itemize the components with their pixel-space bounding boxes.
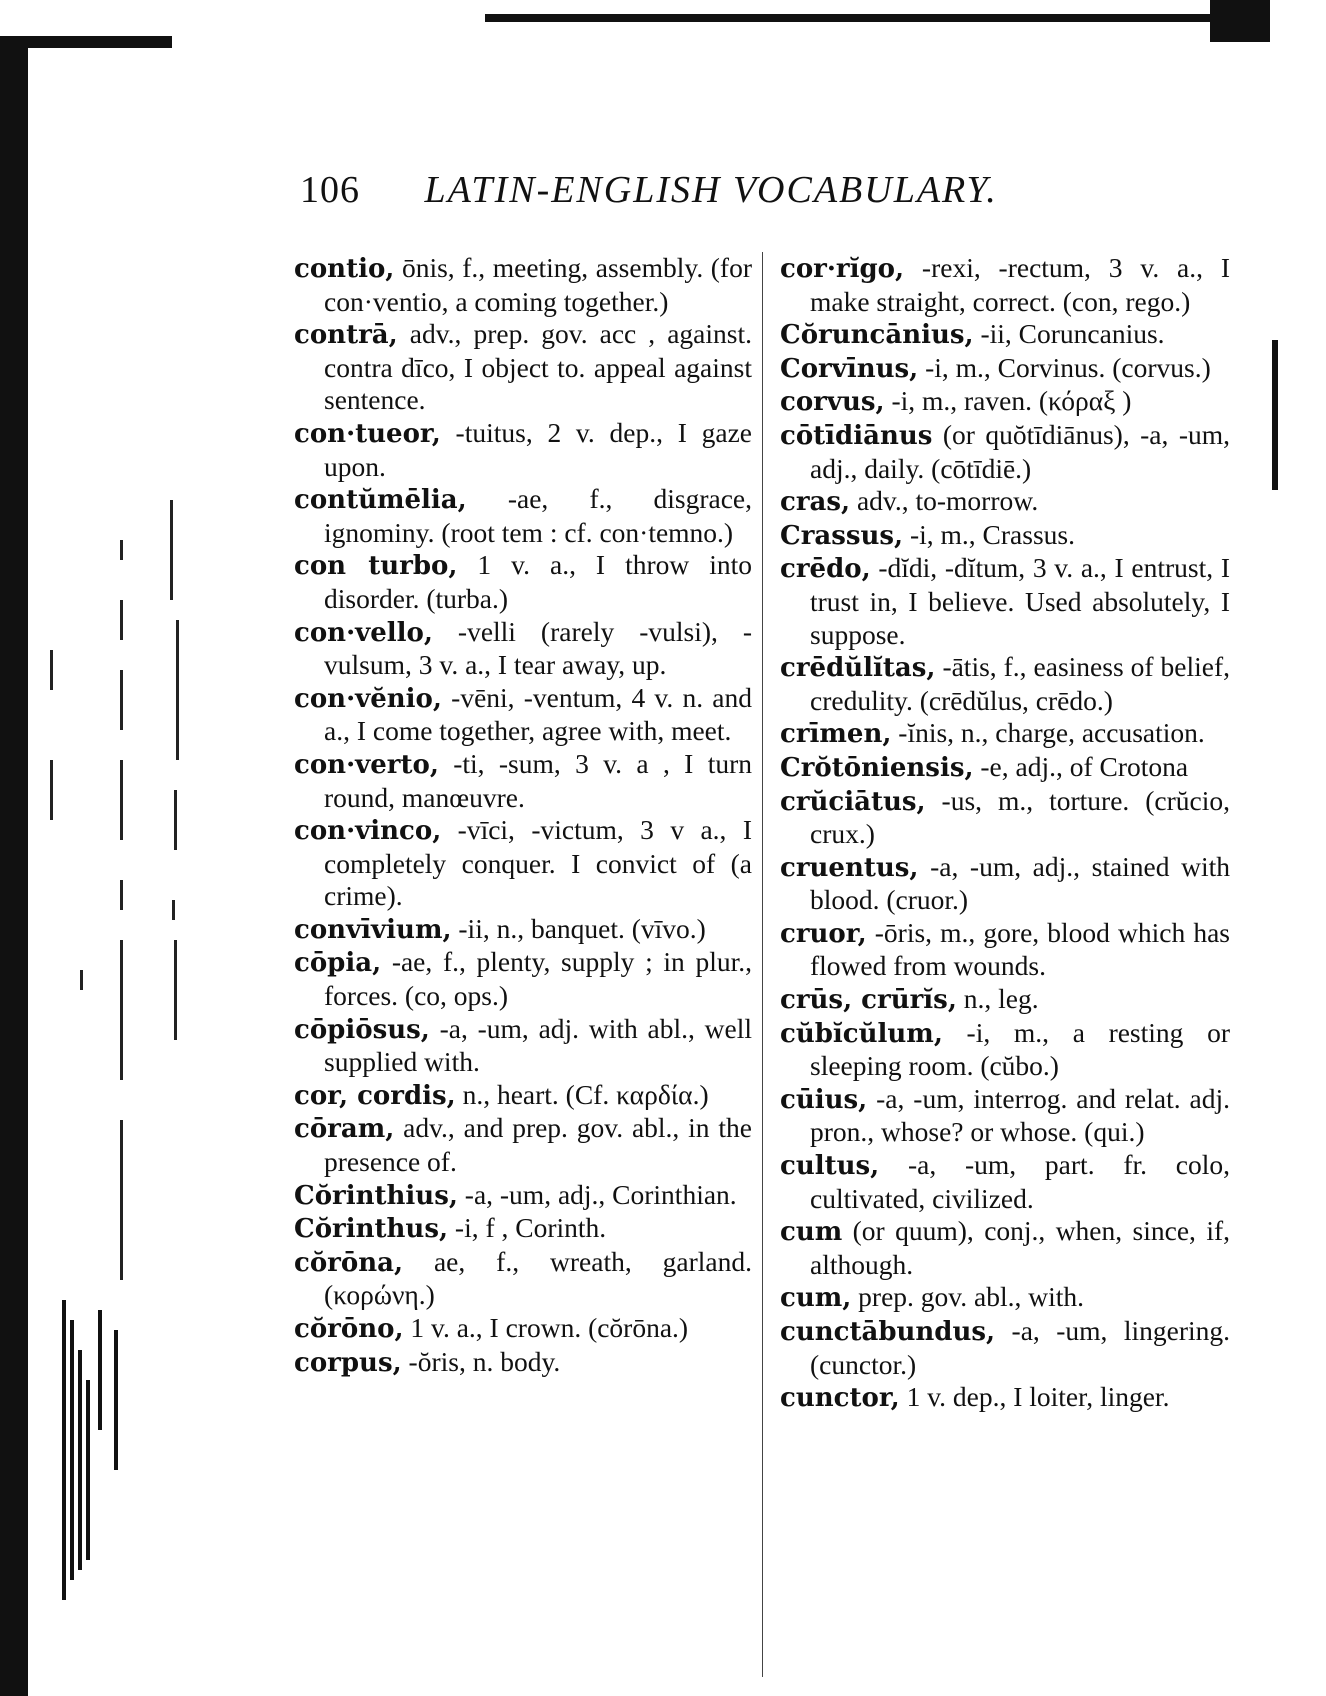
entry-headword: crēdo,: [780, 554, 871, 585]
dictionary-entry: [294, 682, 752, 748]
entry-headword: cor·rĭgo,: [780, 254, 905, 284]
dictionary-entry: [780, 651, 1230, 717]
entry-definition: -i, m., Crassus.: [903, 518, 1075, 550]
dictionary-entry: [294, 1179, 752, 1213]
dictionary-entry: [294, 946, 752, 1012]
entry-definition: -rexi, -rectum, 3 v. a., I make straight, correct. (con, rego.): [810, 252, 1230, 317]
dictionary-entry: [780, 785, 1230, 851]
dictionary-entry: [294, 616, 752, 682]
dictionary-entry: [294, 748, 752, 814]
dictionary-entry: [780, 983, 1230, 1017]
dictionary-entry: [780, 1315, 1230, 1381]
entry-headword: cunctābundus,: [780, 1317, 996, 1347]
entry-headword: cōram,: [294, 1114, 395, 1145]
entry-definition: adv., to-morrow.: [850, 485, 1039, 517]
entry-headword: cōpiōsus,: [294, 1014, 430, 1045]
dictionary-entry: [294, 1212, 752, 1246]
dictionary-entry: [780, 519, 1230, 553]
entry-headword: Corvīnus,: [780, 353, 919, 384]
dictionary-entry: [294, 252, 752, 318]
entry-definition: -i, m., a resting or sleeping room. (cŭbo.): [810, 1016, 1230, 1082]
dictionary-entry: [780, 552, 1230, 651]
right-column: [780, 252, 1230, 1415]
dictionary-entry: [780, 717, 1230, 751]
entry-definition: -a, -um, part. fr. colo, cultivated, civilized.: [810, 1149, 1230, 1214]
entry-headword: crīmen,: [780, 719, 892, 750]
entry-definition: -dĭdi, -dĭtum, 3 v. a., I entrust, I trust in, I believe. Used absolutely, I suppose.: [810, 552, 1230, 650]
entry-definition: ōnis, f., meeting, assembly. (for con·ventio, a coming together.): [324, 252, 752, 317]
entry-definition: (or quum), conj., when, since, if, although.: [810, 1215, 1230, 1280]
dictionary-entry: [780, 917, 1230, 983]
dictionary-entry: [294, 913, 752, 947]
dictionary-entry: [294, 417, 752, 483]
entry-headword: contio,: [294, 254, 395, 284]
left-column: [294, 252, 752, 1379]
entry-definition: -ĭnis, n., charge, accusation.: [891, 717, 1205, 749]
entry-headword: con·vinco,: [294, 816, 442, 847]
entry-definition: adv., prep. gov. acc , against. contra dīco, I object to. appeal against sentence.: [324, 318, 752, 416]
entry-headword: crēdŭlĭtas,: [780, 653, 936, 684]
entry-definition: -ātis, f., easiness of belief, credulity. (crēdŭlus, crēdo.): [810, 651, 1230, 716]
entry-headword: cras,: [780, 487, 851, 518]
running-title: LATIN-ENGLISH VOCABULARY.: [424, 169, 998, 211]
entry-definition: -ŏris, n. body.: [401, 1345, 561, 1377]
entry-headword: con turbo,: [294, 551, 458, 582]
entry-definition: -a, -um, adj., stained with blood. (cruor.): [810, 850, 1230, 916]
entry-headword: Cŏrinthius,: [294, 1180, 458, 1211]
dictionary-entry: [780, 318, 1230, 352]
entry-headword: corpus,: [294, 1347, 402, 1378]
entry-headword: cultus,: [780, 1151, 880, 1182]
entry-headword: cŭbĭcŭlum,: [780, 1018, 943, 1049]
entry-definition: -vīci, -victum, 3 v a., I completely conquer. I convict of (a crime).: [324, 814, 752, 912]
dictionary-entry: [780, 751, 1230, 785]
entry-headword: contŭmēlia,: [294, 485, 467, 516]
dictionary-entry: [294, 1346, 752, 1380]
column-divider: [762, 252, 763, 1677]
dictionary-entry: [294, 1312, 752, 1346]
dictionary-entry: [294, 1112, 752, 1178]
entry-headword: cor, cordis,: [294, 1080, 456, 1111]
entry-headword: crūs, crūrĭs,: [780, 985, 957, 1016]
entry-headword: Cŏruncānius,: [780, 320, 974, 351]
entry-definition: -ii, Coruncanius.: [973, 318, 1165, 350]
entry-definition: -ae, f., disgrace, ignominy. (root tem : cf. con·temno.): [324, 483, 752, 548]
entry-definition: -ii, n., banquet. (vīvo.): [451, 912, 706, 944]
dictionary-entry: [780, 352, 1230, 386]
running-head: [300, 168, 1100, 212]
dictionary-entry: [294, 814, 752, 913]
dictionary-entry: [294, 1246, 752, 1312]
entry-definition: -velli (rarely -vulsi), -vulsum, 3 v. a., I tear away, up.: [324, 615, 752, 681]
entry-headword: Crŏtōniensis,: [780, 752, 974, 783]
entry-definition: -tuitus, 2 v. dep., I gaze upon.: [324, 416, 752, 482]
entry-definition: -a, -um, adj. with abl., well supplied with.: [324, 1012, 752, 1078]
dictionary-entry: [780, 1381, 1230, 1415]
dictionary-entry: [780, 1083, 1230, 1149]
dictionary-entry: [294, 318, 752, 417]
scan-edge-left: [0, 40, 28, 1696]
entry-definition: prep. gov. abl., with.: [851, 1281, 1084, 1313]
entry-headword: cōpia,: [294, 948, 382, 979]
dictionary-entry: [780, 851, 1230, 917]
entry-headword: cum,: [780, 1283, 852, 1314]
entry-headword: corvus,: [780, 387, 885, 418]
entry-headword: cruor,: [780, 918, 867, 949]
entry-headword: cunctor,: [780, 1383, 900, 1414]
binding-marks: [62, 1300, 132, 1600]
entry-definition: adv., and prep. gov. abl., in the presence of.: [324, 1112, 752, 1178]
entry-definition: -i, m., Corvinus. (corvus.): [918, 351, 1211, 383]
scan-edge-top: [485, 14, 1265, 22]
entry-headword: Crassus,: [780, 520, 904, 551]
entry-headword: con·verto,: [294, 749, 439, 780]
entry-definition: 1 v. a., I crown. (cŏrōna.): [403, 1312, 689, 1343]
entry-definition: -i, m., raven. (κόραξ ): [884, 385, 1132, 417]
entry-definition: -i, f , Corinth.: [448, 1212, 607, 1244]
entry-definition: -a, -um, interrog. and relat. adj. pron., whose? or whose. (qui.): [810, 1082, 1230, 1148]
entry-headword: Cŏrinthus,: [294, 1214, 449, 1245]
dictionary-entry: [780, 1149, 1230, 1215]
entry-headword: cum: [780, 1217, 843, 1248]
entry-headword: cŏrōna,: [294, 1247, 404, 1278]
entry-headword: cruentus,: [780, 852, 919, 883]
dictionary-entry: [780, 385, 1230, 419]
scan-edge-corner: [1210, 0, 1270, 42]
dictionary-entry: [780, 1017, 1230, 1083]
entry-definition: -e, adj., of Crotona: [973, 750, 1189, 782]
entry-definition: -ae, f., plenty, supply ; in plur., forces. (co, ops.): [324, 946, 752, 1012]
scan-edge-right-mark: [1272, 340, 1278, 490]
entry-definition: -us, m., torture. (crŭcio, crux.): [810, 784, 1230, 850]
entry-headword: con·vĕnio,: [294, 683, 442, 714]
entry-definition: n., heart. (Cf. καρδία.): [455, 1078, 709, 1110]
entry-definition: (or quŏtīdiānus), -a, -um, adj., daily. (cōtīdiē.): [810, 418, 1230, 484]
dictionary-entry: [780, 252, 1230, 318]
entry-definition: -a, -um, adj., Corinthian.: [457, 1178, 737, 1210]
entry-headword: cōtīdiānus: [780, 420, 933, 451]
entry-definition: ae, f., wreath, garland. (κορώνη.): [324, 1245, 752, 1311]
entry-headword: cūius,: [780, 1084, 868, 1115]
bleed-through-marks: [40, 520, 210, 1280]
entry-definition: 1 v. dep., I loiter, linger.: [899, 1381, 1170, 1413]
entry-headword: contrā,: [294, 320, 398, 351]
dictionary-entry: [780, 1215, 1230, 1281]
dictionary-entry: [294, 483, 752, 549]
entry-definition: -vēni, -ventum, 4 v. n. and a., I come together, agree with, meet.: [324, 681, 752, 747]
entry-definition: 1 v. a., I throw into disorder. (turba.): [324, 549, 752, 614]
entry-headword: convīvium,: [294, 914, 452, 945]
dictionary-entry: [294, 1013, 752, 1079]
entry-definition: -ōris, m., gore, blood which has flowed from wounds.: [810, 916, 1230, 982]
dictionary-entry: [780, 485, 1230, 519]
scan-edge-left-cap: [0, 36, 172, 48]
page-number: 106: [300, 169, 360, 211]
entry-definition: -a, -um, lingering. (cunctor.): [810, 1315, 1230, 1380]
dictionary-entry: [780, 419, 1230, 485]
entry-definition: -ti, -sum, 3 v. a , I turn round, manœuvre.: [324, 747, 752, 813]
entry-headword: cŏrōno,: [294, 1314, 404, 1344]
dictionary-entry: [780, 1281, 1230, 1315]
entry-headword: con·tueor,: [294, 418, 441, 449]
entry-headword: crŭciātus,: [780, 786, 926, 817]
entry-headword: con·vello,: [294, 617, 433, 648]
entry-definition: n., leg.: [956, 983, 1039, 1015]
dictionary-entry: [294, 549, 752, 615]
dictionary-entry: [294, 1079, 752, 1113]
